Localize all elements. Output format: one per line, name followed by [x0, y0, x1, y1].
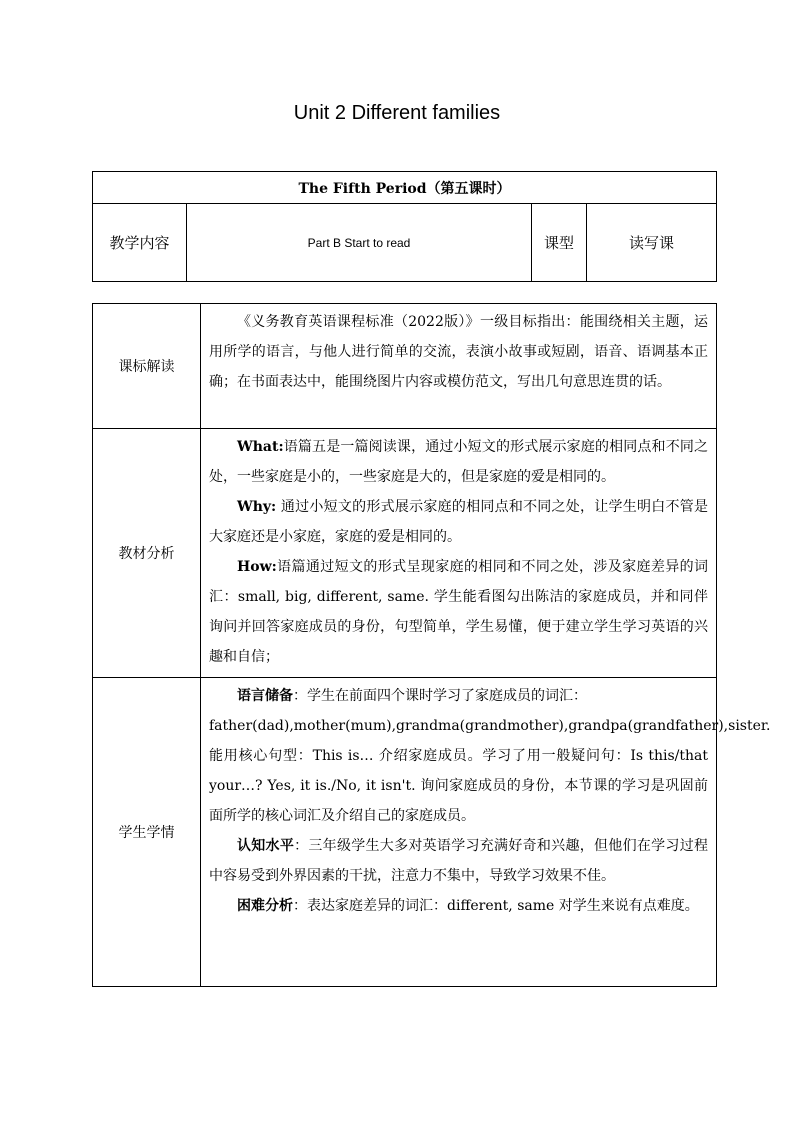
- type-label: 课型: [532, 204, 587, 282]
- lesson-info-table: [92, 171, 717, 282]
- lesson-name: Part B Start to read: [187, 204, 532, 282]
- difficulty-paragraph: [209, 891, 708, 921]
- curriculum-text: 《义务教育英语课程标准（2022版）》一级目标指出：能围绕相关主题，运用所学的语言，与他人进行简单的交流，表演小故事或短剧，语音、语调基本正确；在书面表达中，能围绕图片内容或模仿范文，写出几句意思连贯的话。: [209, 314, 708, 390]
- how-label: How:: [237, 559, 277, 575]
- material-row: [93, 429, 717, 678]
- what-paragraph: [209, 432, 708, 492]
- period-heading: The Fifth Period（第五课时）: [93, 172, 717, 204]
- vocabulary-list: father(dad),mother(mum),grandma(grandmother),grandpa(grandfather),sister.: [209, 718, 771, 734]
- page-title: Unit 2 Different families: [293, 102, 501, 124]
- content-label: 教学内容: [93, 204, 187, 282]
- what-label: What:: [237, 439, 284, 455]
- type-value: 读写课: [587, 204, 717, 282]
- analysis-table: [92, 303, 771, 987]
- language-text: ：学生在前面四个课时学习了家庭成员的词汇：: [293, 688, 587, 704]
- cognition-label: 认知水平: [237, 838, 295, 854]
- cognition-text: ：三年级学生大多对英语学习充满好奇和兴趣，但他们在学习过程中容易受到外界因素的干扰，注意力不集中，导致学习效果不佳。: [209, 838, 708, 884]
- students-row: [93, 678, 717, 987]
- difficulty-text: ：表达家庭差异的词汇：different, same 对学生来说有点难度。: [293, 898, 699, 914]
- language-paragraph: [209, 681, 708, 711]
- cognition-paragraph: [209, 831, 708, 891]
- why-text: 通过小短文的形式展示家庭的相同点和不同之处，让学生明白不管是大家庭还是小家庭，家庭的爱是相同的。: [209, 499, 708, 545]
- why-paragraph: [209, 492, 708, 552]
- difficulty-label: 困难分析: [237, 898, 293, 914]
- curriculum-label: 课标解读: [93, 304, 201, 429]
- why-label: Why:: [237, 499, 277, 515]
- sentence-pattern-text: 能用核心句型：This is… 介绍家庭成员。学习了用一般疑问句：Is this/that your…? Yes, it is./No, it isn't. 询问家庭成员的身份，本节课的学习是巩固前面所学的核心词汇及介绍自己的家庭成员。: [209, 748, 708, 824]
- material-label: 教材分析: [93, 429, 201, 678]
- language-label: 语言储备: [237, 688, 293, 704]
- what-text: 语篇五是一篇阅读课，通过小短文的形式展示家庭的相同点和不同之处，一些家庭是小的，一些家庭是大的，但是家庭的爱是相同的。: [209, 439, 708, 485]
- how-text: 语篇通过短文的形式呈现家庭的相同和不同之处，涉及家庭差异的词汇：small, big, different, same. 学生能看图勾出陈洁的家庭成员，并和同伴询问并回答家庭成员的身份，句型简单，学生易懂，便于建立学生学习英语的兴趣和自信；: [209, 559, 708, 665]
- students-label: 学生学情: [93, 678, 201, 987]
- how-paragraph: [209, 552, 708, 672]
- curriculum-row: [93, 304, 717, 429]
